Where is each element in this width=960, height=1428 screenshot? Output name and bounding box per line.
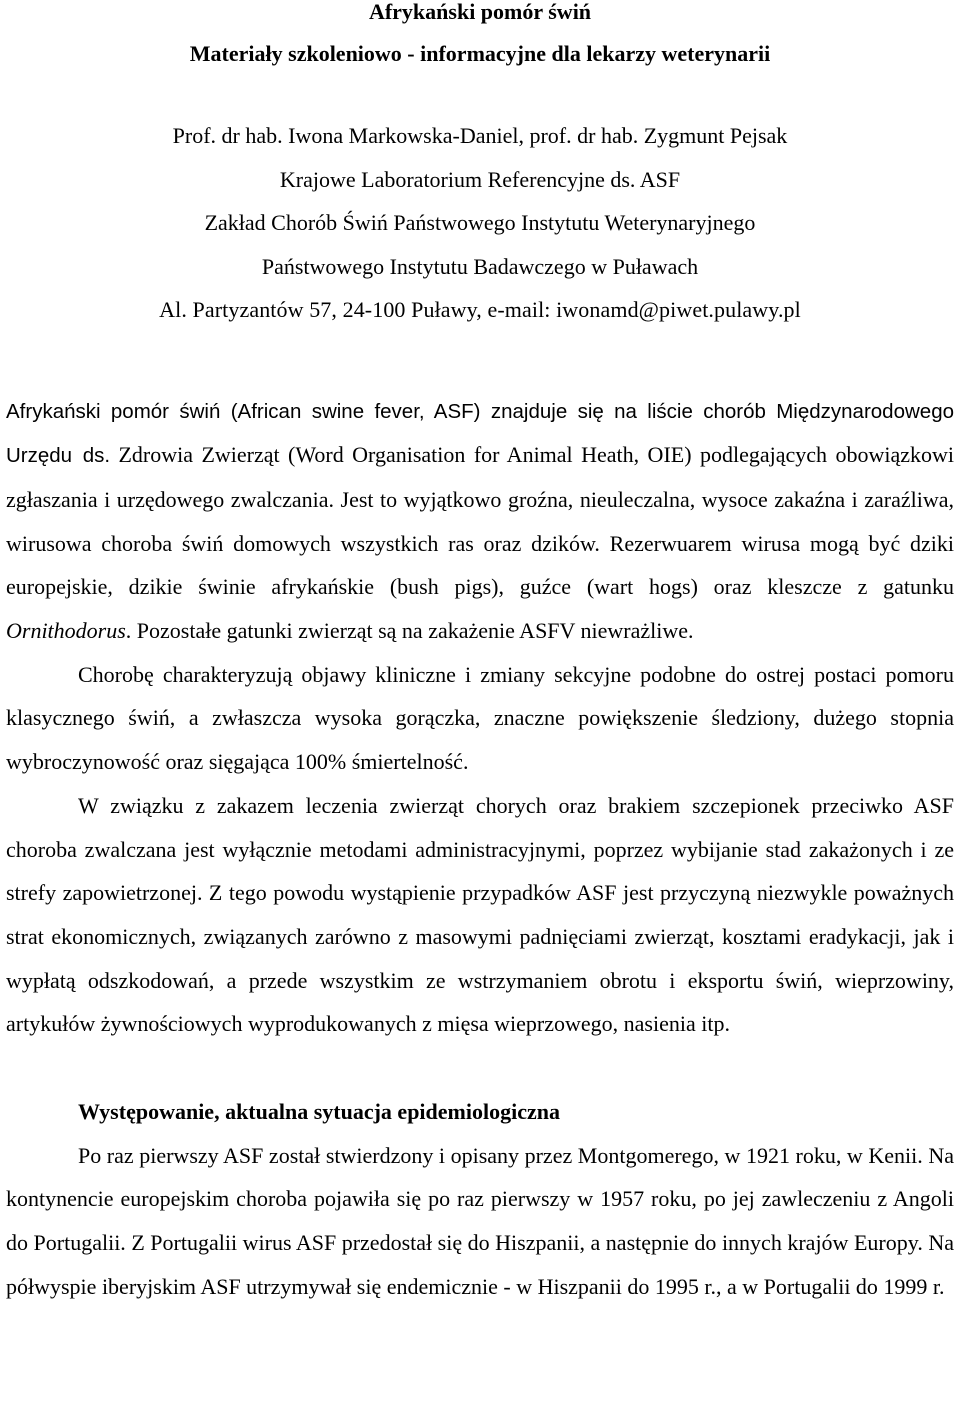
affiliation-line: Zakład Chorób Świń Państwowego Instytutu Weterynaryjnego [204, 210, 756, 235]
paragraph-occurrence: Po raz pierwszy ASF został stwierdzony i opisany przez Montgomerego, w 1921 roku, w Kenii. Na kontynencie europejskim choroba pojawiła się po raz pierwszy w 1957 roku, po jej zawleczeniu z Angoli do Portugalii. Z Portugalii wirus ASF przedostał się do Hiszpanii, a następnie do innych krajów Europy. Na półwyspie iberyjskim ASF utrzymywał się endemicznie - w Hiszpanii do 1995 r., a w Portugalii do 1999 r. [6, 1142, 954, 1299]
authors-line: Prof. dr hab. Iwona Markowska-Daniel, prof. dr hab. Zygmunt Pejsak [172, 123, 788, 148]
document-page [6, 0, 954, 1309]
paragraph-intro [6, 389, 954, 653]
author-block [6, 114, 954, 332]
paragraph-intro-text: Zdrowia Zwierząt (Word Organisation for Animal Heath, OIE) podlegających obowiązkowi zgłaszania i urzędowego zwalczania. Jest to wyjątkowo groźna, nieuleczalna, wysoce zakaźna i zaraźliwa, wirusowa choroba świń domowych wszystkich ras oraz dzików. [6, 442, 954, 556]
address-line: Al. Partyzantów 57, 24-100 Puławy, e-mail: iwonamd@piwet.pulawy.pl [159, 297, 801, 322]
paragraph-clinical: Chorobę charakteryzują objawy kliniczne i zmiany sekcyjne podobne do ostrej postaci pomoru klasycznego świń, a zwłaszcza wysoka gorączka, znaczne powiększenie śledziony, dużego stopnia wybroczynowość oraz sięgająca 100% śmiertelność. [6, 661, 954, 775]
affiliation-line: Krajowe Laboratorium Referencyjne ds. ASF [279, 166, 681, 192]
paragraph-control: W związku z zakazem leczenia zwierząt chorych oraz brakiem szczepionek przeciwko ASF choroba zwalczana jest wyłącznie metodami administracyjnymi, poprzez wybijanie stad zakażonych i ze strefy zapowietrzonej. Z tego powodu wystąpienie przypadków ASF jest przyczyną niezwykle poważnych strat ekonomicznych, związanych zarówno z masowymi padnięciami zwierząt, kosztami eradykacji, jak i wypłatą odszkodowań, a przede wszystkim ze wstrzymaniem obrotu i eksportu świń, wieprzowiny, artykułów żywnościowych wyprodukowanych z mięsa wieprzowego, nasienia itp. [6, 792, 954, 1037]
section-heading: Występowanie, aktualna sytuacja epidemiologiczna [78, 1099, 560, 1125]
document-subtitle: Materiały szkoleniowo - informacyjne dla lekarzy weterynarii [189, 41, 771, 66]
paragraph-intro-text: Rezerwuarem wirusa mogą być dziki europejskie, dzikie świnie afrykańskie (bush pigs), guźce (wart hogs) oraz kleszcze z gatunku [6, 530, 954, 600]
paragraph-intro-text: . Pozostałe gatunki zwierząt są na zakażenie ASFV niewrażliwe. [125, 618, 694, 644]
species-name: Ornithodorus [6, 618, 126, 644]
affiliation-line: Państwowego Instytutu Badawczego w Puławach [261, 253, 699, 279]
paragraph-intro-sans: Afrykański pomór świń (African swine fever, ASF) znajduje się na liście chorób Międzynarodowego Urzędu ds. [6, 399, 954, 468]
document-title: Afrykański pomór świń [368, 0, 592, 24]
